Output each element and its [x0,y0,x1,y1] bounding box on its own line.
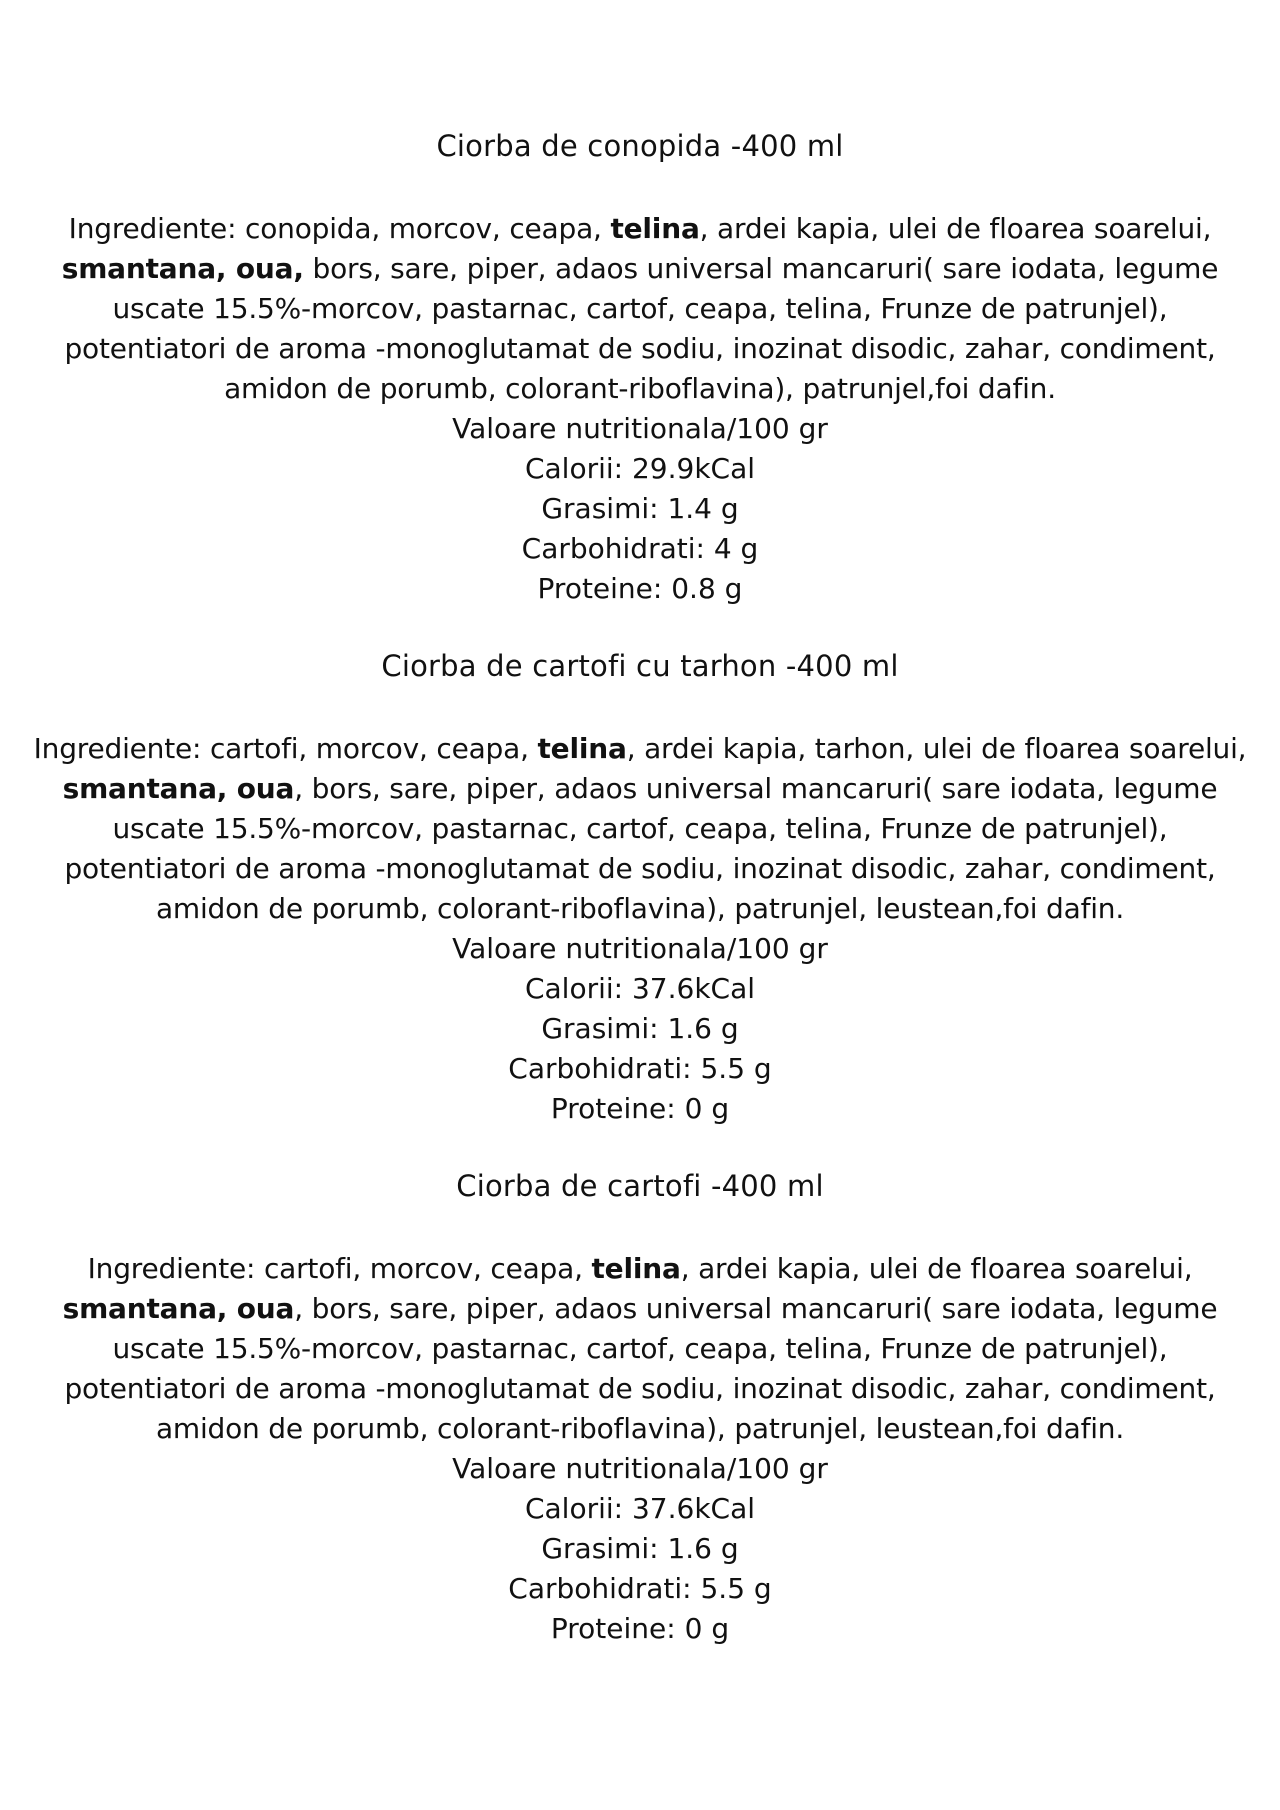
nutrition-calories: Calorii: 29.9kCal [524,452,756,485]
nutrition-protein: Proteine: 0.8 g [537,572,743,605]
allergen-smantana-oua: smantana, oua [62,1292,295,1325]
nutrition-protein: Proteine: 0 g [550,1612,730,1645]
ingredients-label: Ingrediente: [68,212,246,245]
recipe-title: Ciorba de cartofi -400 ml [456,1169,824,1203]
ingredient-part: bors, sare, piper, adaos universal mancaruri( sare iodata, legume uscate 15.5%-morcov, pastarnac, cartof, ceapa, telina, Frunze de patrunjel), potentiatori de aroma -monoglutamat de sodiu, inozinat disodic, zahar, condiment, amidon de porumb, colorant-riboflavina), patrunjel,foi dafin. [64,252,1219,405]
nutrition-facts [0,1449,1280,1649]
ingredients-text [28,729,1253,929]
nutrition-heading: Valoare nutritionala/100 gr [452,412,828,445]
nutrition-carbs: Carbohidrati: 5.5 g [508,1572,772,1605]
ingredient-part: , ardei kapia, tarhon, ulei de floarea soarelui, [626,732,1247,765]
recipe-section-conopida [0,126,1280,609]
nutrition-calories: Calorii: 37.6kCal [524,1492,756,1525]
nutrition-heading: Valoare nutritionala/100 gr [452,932,828,965]
allergen-smantana-oua: smantana, oua, [61,252,304,285]
ingredients-text [28,1249,1253,1449]
allergen-telina: telina [537,732,627,765]
nutrition-calories: Calorii: 37.6kCal [524,972,756,1005]
ingredient-part: cartofi, morcov, ceapa, [209,732,538,765]
allergen-smantana-oua: smantana, oua [62,772,295,805]
ingredient-part: , bors, sare, piper, adaos universal mancaruri( sare iodata, legume uscate 15.5%-morcov, pastarnac, cartof, ceapa, telina, Frunze de patrunjel), potentiatori de aroma -monoglutamat de sodiu, inozinat disodic, zahar, condiment, amidon de porumb, colorant-riboflavina), patrunjel, leustean,foi dafin. [64,1292,1218,1445]
ingredient-part: , bors, sare, piper, adaos universal mancaruri( sare iodata, legume uscate 15.5%-morcov, pastarnac, cartof, ceapa, telina, Frunze de patrunjel), potentiatori de aroma -monoglutamat de sodiu, inozinat disodic, zahar, condiment, amidon de porumb, colorant-riboflavina), patrunjel, leustean,foi dafin. [64,772,1218,925]
allergen-telina: telina [610,212,700,245]
recipe-title: Ciorba de cartofi cu tarhon -400 ml [381,649,899,683]
nutrition-carbs: Carbohidrati: 5.5 g [508,1052,772,1085]
nutrition-protein: Proteine: 0 g [550,1092,730,1125]
ingredient-part: , ardei kapia, ulei de floarea soarelui, [699,212,1212,245]
ingredient-part: conopida, morcov, ceapa, [245,212,611,245]
nutrition-fat: Grasimi: 1.6 g [541,1532,739,1565]
allergen-telina: telina [591,1252,681,1285]
ingredient-part: cartofi, morcov, ceapa, [263,1252,592,1285]
nutrition-fat: Grasimi: 1.4 g [541,492,739,525]
nutrition-facts [0,409,1280,609]
recipe-section-cartofi [0,1166,1280,1649]
nutrition-heading: Valoare nutritionala/100 gr [452,1452,828,1485]
nutrition-fat: Grasimi: 1.6 g [541,1012,739,1045]
nutrition-facts [0,929,1280,1129]
ingredient-part: , ardei kapia, ulei de floarea soarelui, [680,1252,1193,1285]
ingredients-label: Ingrediente: [33,732,210,765]
recipe-section-cartofi-tarhon [0,646,1280,1129]
ingredients-text [28,209,1253,409]
nutrition-carbs: Carbohidrati: 4 g [521,532,759,565]
recipe-title: Ciorba de conopida -400 ml [436,129,844,163]
ingredients-label: Ingrediente: [87,1252,264,1285]
